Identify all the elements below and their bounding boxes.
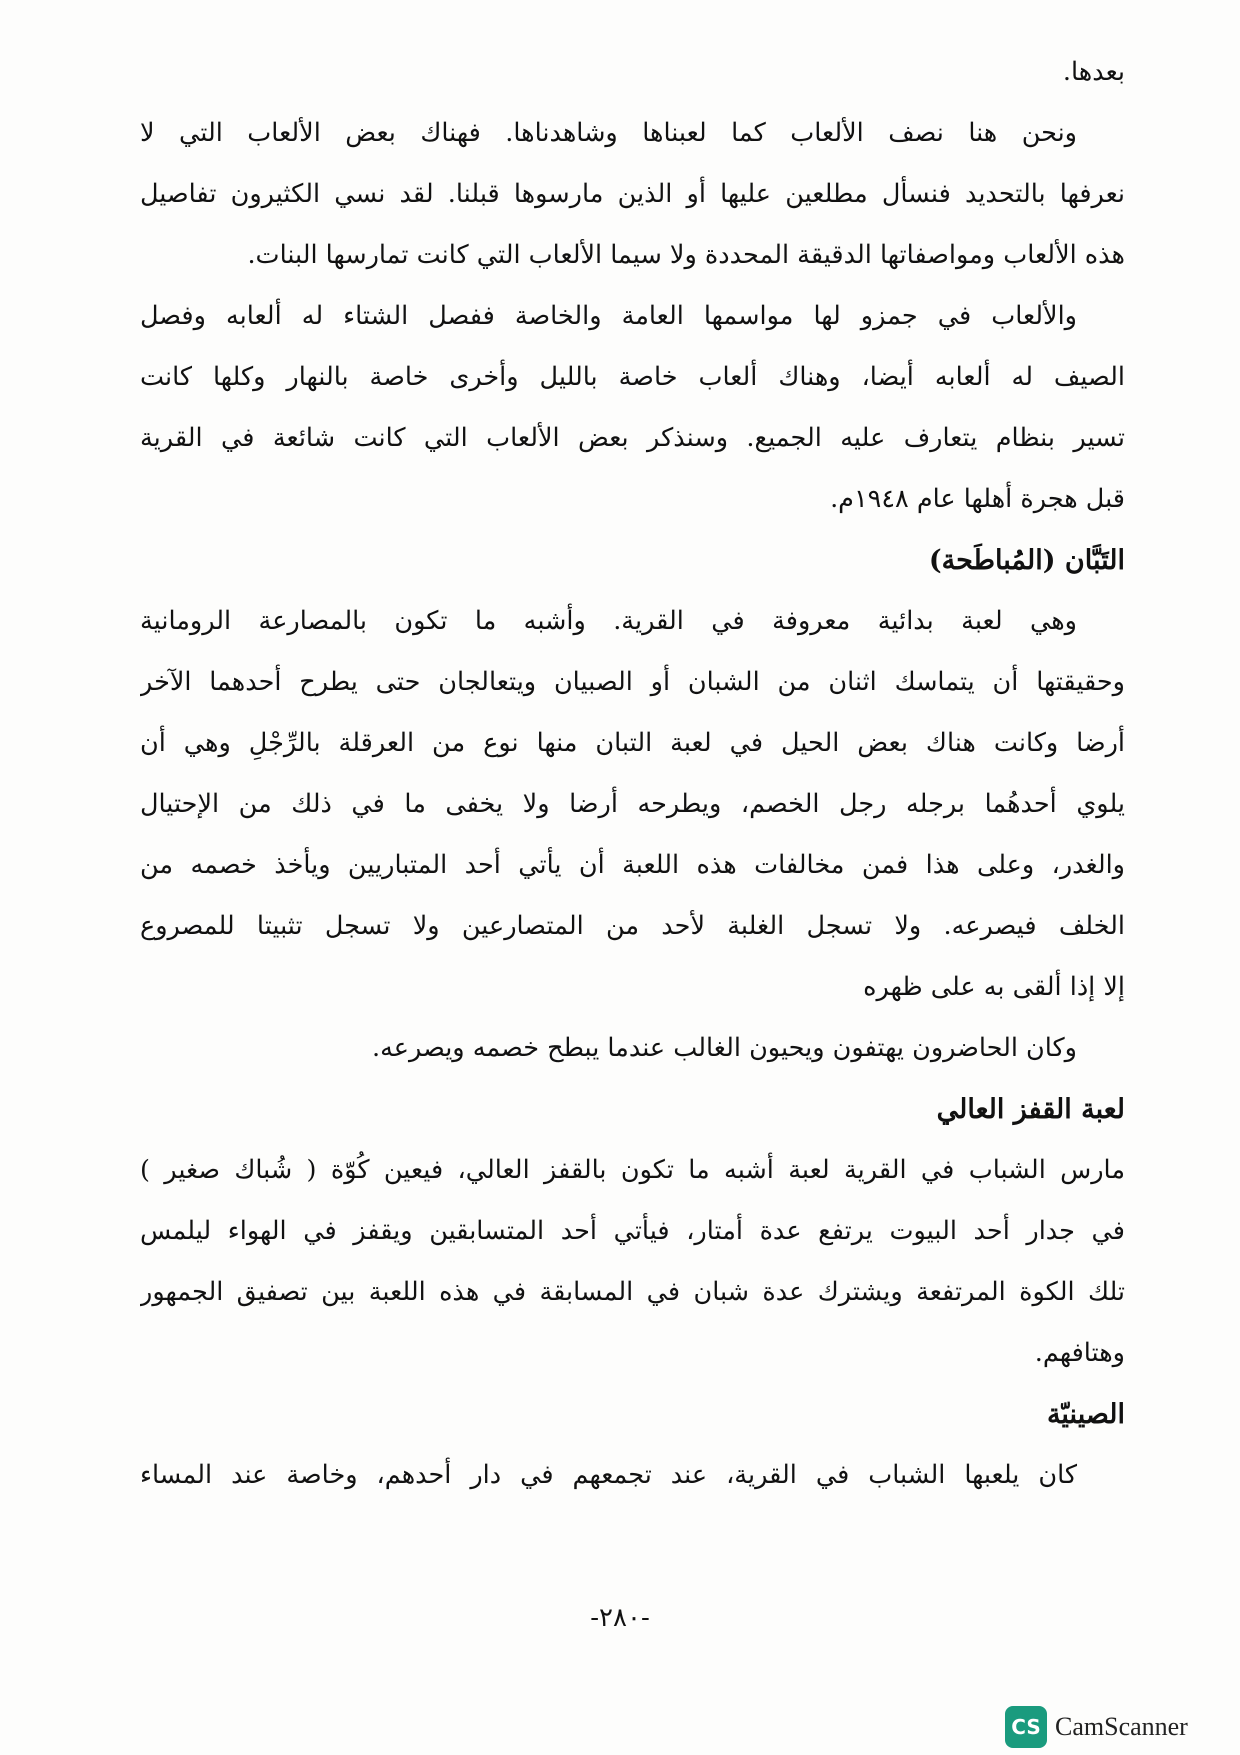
text-line: تلك الكوة المرتفعة ويشترك عدة شبان في المسابقة في هذه اللعبة بين تصفيق الجمهور	[140, 1277, 1125, 1307]
text-line: أرضا وكانت هناك بعض الحيل في لعبة التبان منها نوع من العرقلة بالرِّجْلِ وهي أن	[140, 728, 1125, 758]
text-line: مارس الشباب في القرية لعبة أشبه ما تكون بالقفز العالي، فيعين كُوّة ( شُباك صغير )	[140, 1155, 1125, 1185]
text-line: وهي لعبة بدائية معروفة في القرية. وأشبه ما تكون بالمصارعة الرومانية	[140, 606, 1077, 636]
text-line: تسير بنظام يتعارف عليه الجميع. وسنذكر بعض الألعاب التي كانت شائعة في القرية	[140, 423, 1125, 453]
text-line: وكان الحاضرون يهتفون ويحيون الغالب عندما يبطح خصمه ويصرعه.	[372, 1033, 1077, 1063]
text-line: إلا إذا ألقى به على ظهره	[863, 972, 1125, 1002]
text-line: وهتافهم.	[1034, 1338, 1125, 1368]
text-line: والألعاب في جمزو لها مواسمها العامة والخاصة ففصل الشتاء له ألعابه وفصل	[140, 301, 1077, 331]
text-line: قبل هجرة أهلها عام ١٩٤٨م.	[830, 484, 1125, 514]
page-body	[140, 42, 1125, 1506]
text-line: والغدر، وعلى هذا فمن مخالفات هذه اللعبة أن يأتي أحد المتباريين ويأخذ خصمه من	[140, 850, 1125, 880]
text-line: ونحن هنا نصف الألعاب كما لعبناها وشاهدناها. فهناك بعض الألعاب التي لا	[140, 118, 1077, 148]
section-heading: الصينيّة	[1046, 1399, 1125, 1430]
camscanner-brand: CamScanner	[1055, 1712, 1188, 1741]
text-line: وحقيقتها أن يتماسك اثنان من الشبان أو الصبيان ويتعالجان حتى يطرح أحدهما الآخر	[140, 667, 1125, 697]
page-number: -٢٨٠-	[590, 1603, 650, 1633]
text-line: بعدها.	[1062, 57, 1125, 87]
camscanner-logo-icon: CS	[1005, 1706, 1047, 1748]
text-line: الخلف فيصرعه. ولا تسجل الغلبة لأحد من المتصارعين ولا تسجل تثبيتا للمصروع	[140, 911, 1125, 941]
text-line: الصيف له ألعابه أيضا، وهناك ألعاب خاصة بالليل وأخرى خاصة بالنهار وكلها كانت	[140, 362, 1125, 392]
camscanner-watermark	[1005, 1706, 1188, 1748]
text-line: كان يلعبها الشباب في القرية، عند تجمعهم في دار أحدهم، وخاصة عند المساء	[140, 1460, 1077, 1490]
text-line: في جدار أحد البيوت يرتفع عدة أمتار، فيأتي أحد المتسابقين ويقفز في الهواء ليلمس	[140, 1216, 1125, 1246]
text-line: يلوي أحدهُما برجله رجل الخصم، ويطرحه أرضا ولا يخفى ما في ذلك من الإحتيال	[140, 789, 1125, 819]
text-line: هذه الألعاب ومواصفاتها الدقيقة المحددة ولا سيما الألعاب التي كانت تمارسها البنات.	[247, 240, 1125, 270]
section-heading: التَبَّان (المُباطَحة)	[928, 545, 1125, 576]
text-line: نعرفها بالتحديد فنسأل مطلعين عليها أو الذين مارسوها قبلنا. لقد نسي الكثيرون تفاصيل	[140, 179, 1125, 209]
section-heading: لعبة القفز العالي	[936, 1094, 1125, 1125]
